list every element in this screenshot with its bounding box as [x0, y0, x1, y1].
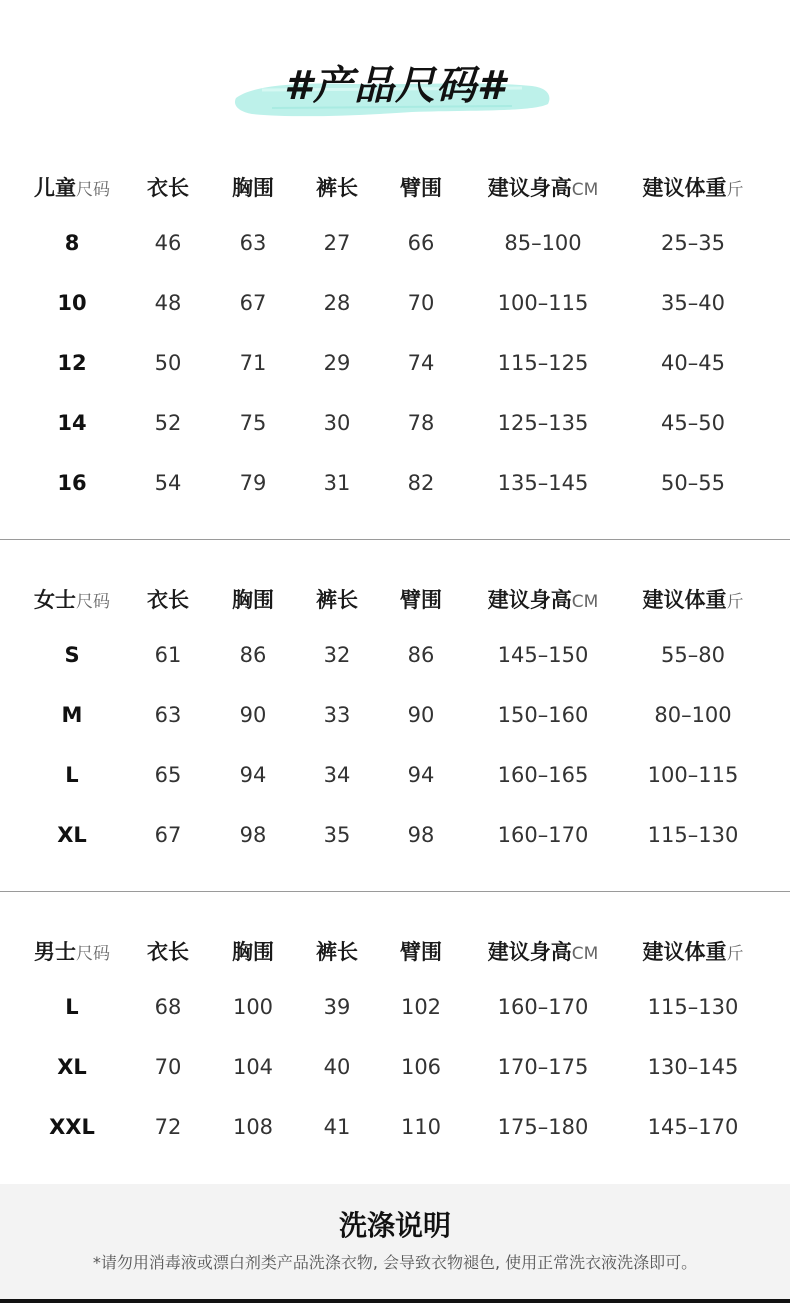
height-cell: 145–150 [497, 643, 589, 667]
header-group: 女士尺码 [34, 588, 110, 612]
weight-cell: 130–145 [647, 1055, 739, 1079]
table-row [0, 755, 790, 795]
arm-cell: 106 [400, 1055, 442, 1079]
size-cell: 16 [57, 471, 87, 495]
height-cell: 160–170 [497, 823, 589, 847]
table-row [0, 1047, 790, 1087]
size-cell: 12 [57, 351, 87, 375]
chest-cell: 63 [239, 231, 267, 255]
table-header-row [0, 168, 790, 208]
arm-cell: 94 [407, 763, 435, 787]
size-cell: L [65, 763, 79, 787]
bottom-border [0, 1299, 790, 1303]
header-pants-length: 裤长 [316, 176, 358, 200]
table-row [0, 987, 790, 1027]
weight-cell: 55–80 [661, 643, 725, 667]
table-row [0, 343, 790, 383]
length-cell: 48 [154, 291, 182, 315]
pants-length-cell: 40 [323, 1055, 351, 1079]
header-chest: 胸围 [232, 940, 274, 964]
table-header-row [0, 932, 790, 972]
chest-cell: 79 [239, 471, 267, 495]
length-cell: 65 [154, 763, 182, 787]
table-row [0, 635, 790, 675]
length-cell: 68 [154, 995, 182, 1019]
chest-cell: 108 [232, 1115, 274, 1139]
pants-length-cell: 31 [323, 471, 351, 495]
arm-cell: 110 [400, 1115, 442, 1139]
size-cell: XXL [49, 1115, 95, 1139]
header-length: 衣长 [147, 176, 189, 200]
length-cell: 52 [154, 411, 182, 435]
arm-cell: 98 [407, 823, 435, 847]
header-height: 建议身高CM [487, 940, 599, 964]
arm-cell: 90 [407, 703, 435, 727]
length-cell: 46 [154, 231, 182, 255]
chest-cell: 90 [239, 703, 267, 727]
arm-cell: 70 [407, 291, 435, 315]
pants-length-cell: 32 [323, 643, 351, 667]
length-cell: 67 [154, 823, 182, 847]
size-cell: XL [57, 1055, 87, 1079]
chest-cell: 67 [239, 291, 267, 315]
weight-cell: 40–45 [661, 351, 725, 375]
length-cell: 50 [154, 351, 182, 375]
header-length: 衣长 [147, 940, 189, 964]
pants-length-cell: 41 [323, 1115, 351, 1139]
header-pants-length: 裤长 [316, 940, 358, 964]
length-cell: 63 [154, 703, 182, 727]
arm-cell: 86 [407, 643, 435, 667]
care-title: 洗涤说明 [338, 1209, 451, 1242]
weight-cell: 145–170 [647, 1115, 739, 1139]
header-length: 衣长 [147, 588, 189, 612]
size-cell: 10 [57, 291, 87, 315]
chest-cell: 86 [239, 643, 267, 667]
table-row [0, 403, 790, 443]
section-divider [0, 539, 790, 540]
weight-cell: 115–130 [647, 823, 739, 847]
header-pants-length: 裤长 [316, 588, 358, 612]
size-cell: XL [57, 823, 87, 847]
arm-cell: 74 [407, 351, 435, 375]
table-row [0, 463, 790, 503]
header-chest: 胸围 [232, 176, 274, 200]
height-cell: 85–100 [504, 231, 582, 255]
table-row [0, 223, 790, 263]
pants-length-cell: 28 [323, 291, 351, 315]
table-row [0, 1107, 790, 1147]
height-cell: 125–135 [497, 411, 589, 435]
header-arm: 臂围 [400, 588, 442, 612]
header-group: 儿童尺码 [34, 176, 110, 200]
care-note: *请勿用消毒液或漂白剂类产品洗涤衣物, 会导致衣物褪色, 使用正常洗衣液洗涤即可。 [92, 1253, 698, 1272]
header-weight: 建议体重斤 [642, 940, 744, 964]
weight-cell: 45–50 [661, 411, 725, 435]
arm-cell: 78 [407, 411, 435, 435]
size-cell: M [61, 703, 83, 727]
height-cell: 100–115 [497, 291, 589, 315]
weight-cell: 35–40 [661, 291, 725, 315]
header-group: 男士尺码 [34, 940, 110, 964]
height-cell: 160–170 [497, 995, 589, 1019]
weight-cell: 100–115 [647, 763, 739, 787]
pants-length-cell: 34 [323, 763, 351, 787]
weight-cell: 50–55 [661, 471, 725, 495]
height-cell: 150–160 [497, 703, 589, 727]
weight-cell: 115–130 [647, 995, 739, 1019]
weight-cell: 80–100 [654, 703, 732, 727]
length-cell: 70 [154, 1055, 182, 1079]
page-title: #产品尺码# [284, 63, 506, 109]
header-height: 建议身高CM [487, 176, 599, 200]
length-cell: 61 [154, 643, 182, 667]
length-cell: 72 [154, 1115, 182, 1139]
chest-cell: 94 [239, 763, 267, 787]
arm-cell: 66 [407, 231, 435, 255]
table-row [0, 695, 790, 735]
chest-cell: 104 [232, 1055, 274, 1079]
chest-cell: 98 [239, 823, 267, 847]
arm-cell: 82 [407, 471, 435, 495]
header-height: 建议身高CM [487, 588, 599, 612]
weight-cell: 25–35 [661, 231, 725, 255]
header-weight: 建议体重斤 [642, 176, 744, 200]
height-cell: 160–165 [497, 763, 589, 787]
height-cell: 135–145 [497, 471, 589, 495]
header-arm: 臂围 [400, 940, 442, 964]
pants-length-cell: 27 [323, 231, 351, 255]
size-cell: L [65, 995, 79, 1019]
table-header-row [0, 580, 790, 620]
section-divider [0, 891, 790, 892]
chest-cell: 100 [232, 995, 274, 1019]
size-cell: 14 [57, 411, 87, 435]
height-cell: 170–175 [497, 1055, 589, 1079]
arm-cell: 102 [400, 995, 442, 1019]
pants-length-cell: 33 [323, 703, 351, 727]
height-cell: 115–125 [497, 351, 589, 375]
pants-length-cell: 29 [323, 351, 351, 375]
care-instructions [0, 1184, 790, 1299]
chest-cell: 75 [239, 411, 267, 435]
chest-cell: 71 [239, 351, 267, 375]
header-arm: 臂围 [400, 176, 442, 200]
header-chest: 胸围 [232, 588, 274, 612]
height-cell: 175–180 [497, 1115, 589, 1139]
size-cell: 8 [64, 231, 80, 255]
table-row [0, 283, 790, 323]
table-row [0, 815, 790, 855]
size-cell: S [64, 643, 80, 667]
header-weight: 建议体重斤 [642, 588, 744, 612]
pants-length-cell: 30 [323, 411, 351, 435]
length-cell: 54 [154, 471, 182, 495]
title-banner [0, 50, 790, 130]
pants-length-cell: 39 [323, 995, 351, 1019]
pants-length-cell: 35 [323, 823, 351, 847]
